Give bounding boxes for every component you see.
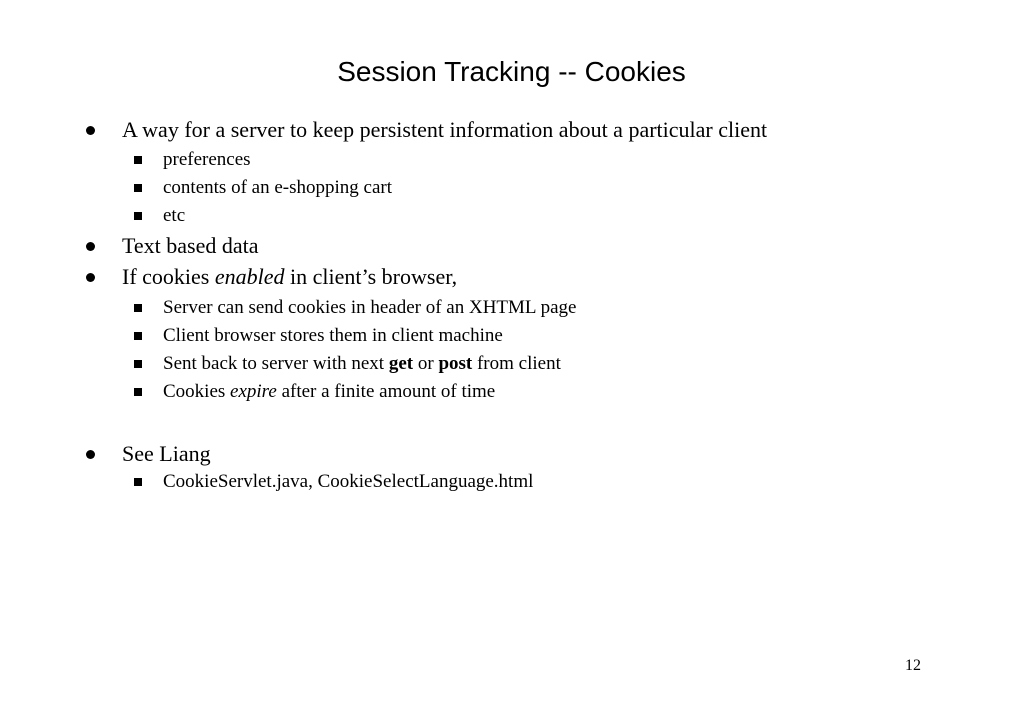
bullet-dot-icon [86,126,95,135]
sub-bullet-square-icon [134,212,142,220]
sub-bullet-text: contents of an e-shopping cart [163,177,392,198]
bullet-dot-icon [86,450,95,459]
sub-bullet-text [163,352,561,376]
bullet-dot-icon [86,273,95,282]
sub-bullet-text: preferences [163,149,251,170]
sub-bullet-square-icon [134,156,142,164]
sub-bullet-text: Server can send cookies in header of an XHTML page [163,297,577,318]
sub-bullet-square-icon [134,304,142,312]
bullet-3-text-after: in client’s browser, [284,264,458,289]
sub-bullet-square-icon [134,184,142,192]
sub-bullet-text: CookieServlet.java, CookieSelectLanguage.html [163,471,534,492]
sub-text-after: from client [472,353,561,374]
sub-bullet-square-icon [134,360,142,368]
keyword-get: get [388,353,414,374]
sub-text-after: after a finite amount of time [276,381,496,402]
sub-text-before: Sent back to server with next [163,353,389,374]
bullet-3-text-before: If cookies [122,264,215,289]
sub-text-emphasis: expire [230,381,277,402]
sub-bullet-square-icon [134,388,142,396]
sub-bullet-text: Client browser stores them in client machine [163,325,503,346]
bullet-1-text: A way for a server to keep persistent information about a particular client [122,117,768,142]
page-number: 12 [905,657,921,674]
sub-text-middle: or [413,353,439,374]
bullet-3-text [122,263,457,291]
sub-bullet-square-icon [134,332,142,340]
keyword-post: post [438,353,473,374]
bullet-dot-icon [86,242,95,251]
sub-bullet-text: etc [163,205,186,226]
sub-bullet-text [163,380,495,404]
bullet-3-text-emphasis: enabled [214,264,285,289]
bullet-2-text: Text based data [122,233,259,258]
slide-title: Session Tracking -- Cookies [337,56,686,87]
sub-text-before: Cookies [163,381,231,402]
sub-bullet-square-icon [134,478,142,486]
bullet-4-text: See Liang [122,441,211,466]
